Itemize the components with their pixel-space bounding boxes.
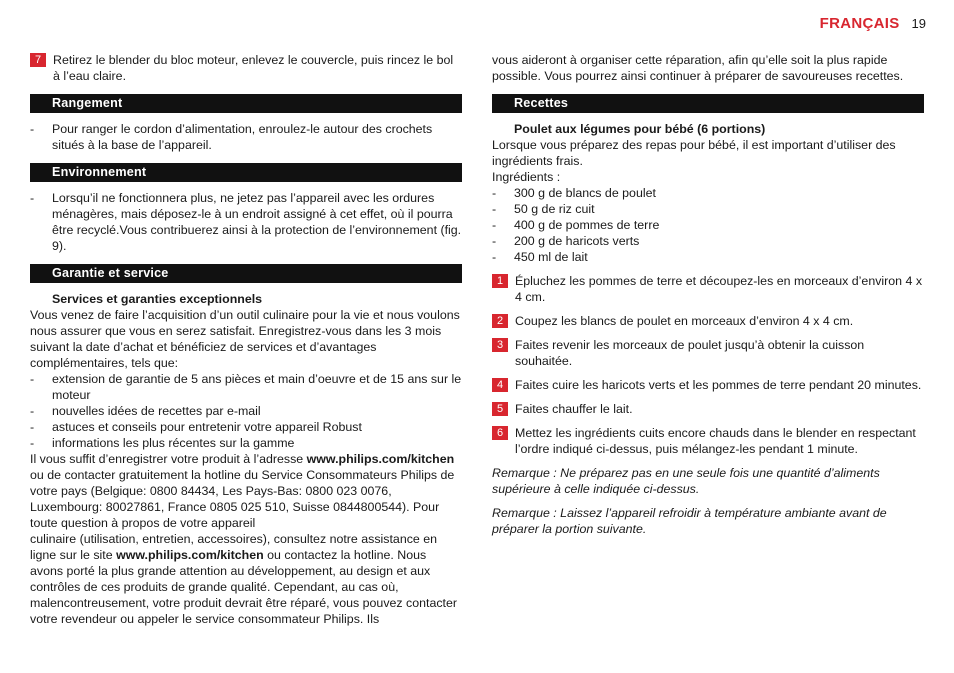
step-7 [30,52,462,84]
ingredient-item: - 200 g de haricots verts [492,234,640,248]
step-text: Retirez le blender du bloc moteur, enlevez le couvercle, puis rincez le bol à l’eau claire. [53,53,454,83]
section-heading-rangement: Rangement [30,94,462,113]
list-item: - Lorsqu’il ne fonctionnera plus, ne jetez pas l’appareil avec les ordures ménagères, mais déposez-le à un endroit assigné à cet effet, où il pourra être recyclé.Vous contribuerez ainsi à la protection de l’environnement (fig. 9). [30,191,462,253]
list-item: - Pour ranger le cordon d’alimentation, enroulez-le autour des crochets situés à la base de l’appareil. [30,122,433,152]
recipe-step-5: 5 Faites chauffer le lait. [492,401,924,417]
remark-note: Remarque : Ne préparez pas en une seule fois une quantité d’aliments supérieure à celle indiquée ci-dessus. [492,466,880,496]
recipe-step-2: 2 Coupez les blancs de poulet en morceaux d’environ 4 x 4 cm. [492,313,924,329]
philips-kitchen-link[interactable]: www.philips.com/kitchen [116,548,264,562]
recipe-step-6: 6 Mettez les ingrédients cuits encore chauds dans le blender en respectant l’ordre indiqué ci-dessus, puis mélangez-les pendant 1 minute. [492,425,924,457]
ingredients-label: Ingrédients : [492,170,561,184]
right-column [492,52,924,537]
ingredient-item: - 50 g de riz cuit [492,202,595,216]
recipe-step-4: 4 Faites cuire les haricots verts et les pommes de terre pendant 20 minutes. [492,377,924,393]
page-header [820,16,926,32]
ingredient-item: - 450 ml de lait [492,250,588,264]
paragraph-register: Il vous suffit d’enregistrer votre produit à l’adresse www.philips.com/kitchen ou de contacter gratuitement la hotline du Service Consommateurs Philips de votre pays (Belgique: 0800 84434, Les Pays-Bas: 0800 023 0076, Luxembourg: 80027861, France 0805 025 510, Suisse 0844800544). Pour toute question à propos de votre appareil [30,452,455,530]
ingredient-item: - 400 g de pommes de terre [492,218,660,232]
paragraph-intro: Vous venez de faire l’acquisition d’un outil culinaire pour la vie et nous voulons nous assurer que vous en serez satisfait. Enregistrez-vous dans les 3 mois suivant la date d’achat et bénéficiez de services et d’avantages complémentaires, tels que: [30,308,460,370]
paragraph-support: culinaire (utilisation, entretien, accessoires), consultez notre assistance en ligne sur le site www.philips.com/kitchen ou contactez la hotline. Nous avons porté la plus grande attention au développement, au design et aux contrôles de ces produits de grande qualité. Cependant, au cas où, malencontreusement, votre produit devrait être réparé, vous pouvez contacter votre revendeur ou appeler le service consommateur Philips. Ils [30,532,458,626]
dash-bullet: - [30,122,35,136]
list-item: - astuces et conseils pour entretenir votre appareil Robust [30,420,362,434]
section-heading-recettes: Recettes [492,94,924,113]
subsection-title: Services et garanties exceptionnels [52,292,263,306]
recipe-step-1: 1 Épluchez les pommes de terre et découpez-les en morceaux d’environ 4 x 4 cm. [492,273,924,305]
language-label: FRANÇAIS [819,15,900,32]
philips-kitchen-link[interactable]: www.philips.com/kitchen [306,452,455,466]
recipe-title: Poulet aux légumes pour bébé (6 portions) [514,122,766,136]
section-heading-garantie: Garantie et service [30,264,462,283]
left-column [30,52,462,627]
recipe-step-3: 3 Faites revenir les morceaux de poulet jusqu’à obtenir la cuisson souhaitée. [492,337,924,369]
page-number: 19 [911,16,926,31]
step-number: 7 [30,53,46,67]
list-item: - nouvelles idées de recettes par e-mail [30,404,261,418]
list-item: - extension de garantie de 5 ans pièces et main d’oeuvre et de 15 ans sur le moteur [30,372,462,402]
ingredient-item: - 300 g de blancs de poulet [492,186,656,200]
list-item: - informations les plus récentes sur la gamme [30,436,295,450]
recipe-intro: Lorsque vous préparez des repas pour bébé, il est important d’utiliser des ingrédients frais. [492,138,896,168]
paragraph-continued: vous aideront à organiser cette réparation, afin qu’elle soit la plus rapide possible. Vous pourrez ainsi continuer à préparer de savoureuses recettes. [492,53,904,83]
remark-note: Remarque : Laissez l’appareil refroidir à température ambiante avant de préparer la portion suivante. [492,506,887,536]
dash-bullet: - [30,191,35,205]
section-heading-environnement: Environnement [30,163,462,182]
